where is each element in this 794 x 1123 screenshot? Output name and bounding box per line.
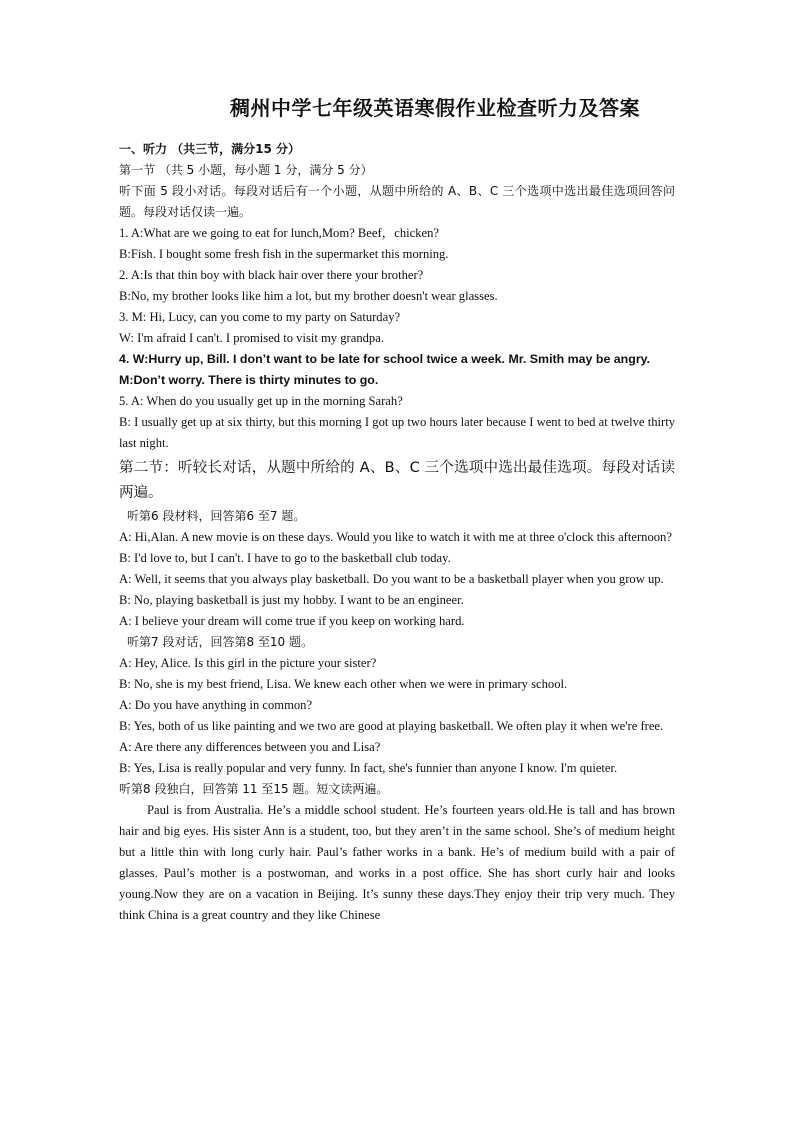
dialogue-line: B: No, she is my best friend, Lisa. We knew each other when we were in primary school. — [119, 677, 568, 691]
dialogue-line: B:Fish. I bought some fresh fish in the supermarket this morning. — [119, 247, 449, 261]
material8-heading: 听第8 段独白，回答第 11 至15 题。短文读两遍。 — [119, 782, 389, 796]
material7-heading: 听第7 段对话，回答第8 至10 题。 — [127, 635, 313, 649]
dialogue-line: 1. A:What are we going to eat for lunch,Mom? Beef，chicken? — [119, 226, 439, 240]
section1-instructions: 听下面 5 段小对话。每段对话后有一个小题，从题中所给的 A、B、C 三个选项中选出最佳选项回答问题。每段对话仅读一遍。 — [119, 184, 675, 219]
dialogue-line: 2. A:Is that thin boy with black hair over there your brother? — [119, 268, 424, 282]
document-body — [119, 139, 675, 926]
material6-heading: 听第6 段材料，回答第6 至7 题。 — [127, 509, 306, 523]
part1-heading: 一、听力 （共三节，满分15 分） — [119, 142, 301, 156]
dialogue-line: W: I'm afraid I can't. I promised to visit my grandpa. — [119, 331, 384, 345]
dialogue-line: A: Hey, Alice. Is this girl in the picture your sister? — [119, 656, 377, 670]
section1-heading: 第一节 （共 5 小题，每小题 1 分，满分 5 分） — [119, 163, 373, 177]
dialogue-line: 4. W:Hurry up, Bill. I don’t want to be late for school twice a week. Mr. Smith may be angry. — [119, 352, 651, 366]
dialogue-line: B: I'd love to, but I can't. I have to go to the basketball club today. — [119, 551, 451, 565]
dialogue-line: A: Well, it seems that you always play basketball. Do you want to be a basketball player when you grow up. — [119, 572, 664, 586]
dialogue-line: M:Don’t worry. There is thirty minutes to go. — [119, 373, 379, 387]
dialogue-line: 3. M: Hi, Lucy, can you come to my party on Saturday? — [119, 310, 401, 324]
document-title: 稠州中学七年级英语寒假作业检查听力及答案 — [230, 96, 640, 120]
section2-heading: 第二节：听较长对话，从题中所给的 A、B、C 三个选项中选出最佳选项。每段对话读两遍。 — [119, 460, 675, 501]
monologue-paragraph: Paul is from Australia. He’s a middle school student. He’s fourteen years old.He is tall and has brown hair and big eyes. His sister Ann is a student, too, but they aren’t in the same school. She’s of medium height but a little thin with long curly hair. Paul’s father works in a bank. He’s of medium build with a pair of glasses. Paul’s mother is a postwoman, and works in a post office. She has short curly hair and looks young.Now they are on a vacation in Beijing. It’s sunny these days.They enjoy their trip very much. They think China is a great country and they like Chinese — [119, 803, 675, 922]
dialogue-line: B:No, my brother looks like him a lot, but my brother doesn't wear glasses. — [119, 289, 498, 303]
dialogue-line: B: No, playing basketball is just my hobby. I want to be an engineer. — [119, 593, 464, 607]
dialogue-line: A: Are there any differences between you and Lisa? — [119, 740, 381, 754]
dialogue-line: A: Do you have anything in common? — [119, 698, 313, 712]
dialogue-line: A: I believe your dream will come true if you keep on working hard. — [119, 614, 465, 628]
dialogue-line: B: I usually get up at six thirty, but this morning I got up two hours later because I went to bed at twelve thirty last night. — [119, 415, 675, 450]
dialogue-line: B: Yes, Lisa is really popular and very funny. In fact, she's funnier than anyone I know. I'm quieter. — [119, 761, 618, 775]
dialogue-line: 5. A: When do you usually get up in the morning Sarah? — [119, 394, 403, 408]
dialogue-line: B: Yes, both of us like painting and we two are good at playing basketball. We often play it when we're free. — [119, 719, 664, 733]
dialogue-line: A: Hi,Alan. A new movie is on these days. Would you like to watch it with me at three o'clock this afternoon? — [119, 530, 672, 544]
